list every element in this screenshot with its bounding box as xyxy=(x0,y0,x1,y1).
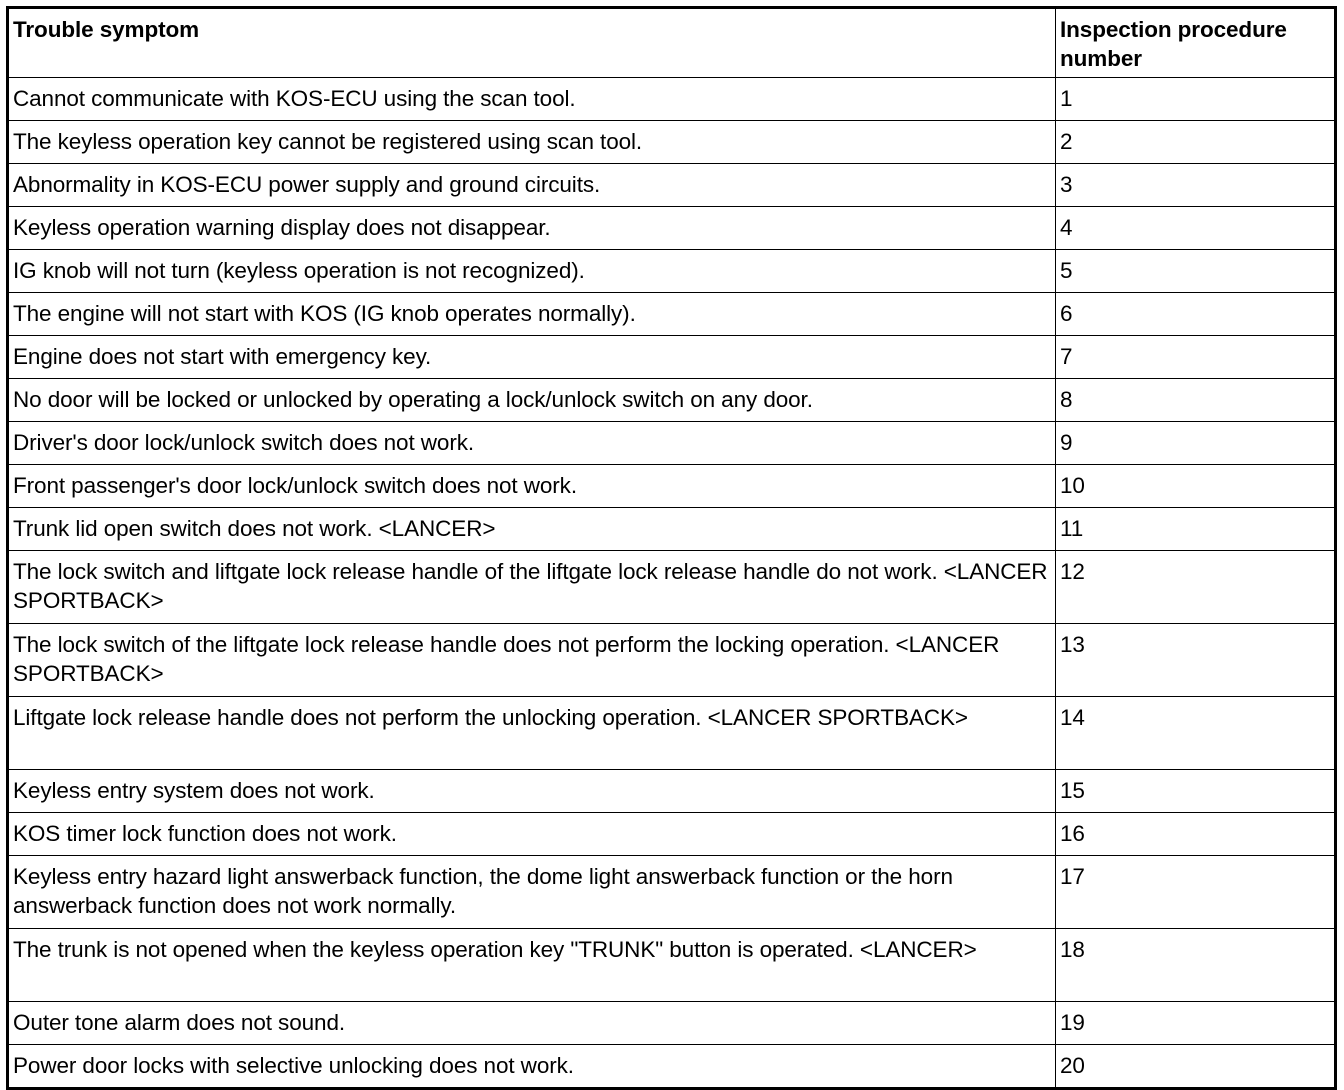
procedure-number-cell: 13 xyxy=(1056,624,1336,697)
header-inspection-procedure-number: Inspection procedure number xyxy=(1056,8,1336,78)
procedure-number-cell: 3 xyxy=(1056,164,1336,207)
procedure-number-cell: 5 xyxy=(1056,250,1336,293)
symptom-cell: Keyless entry system does not work. xyxy=(8,770,1056,813)
procedure-number-cell: 4 xyxy=(1056,207,1336,250)
table-row xyxy=(8,121,1336,164)
table-row xyxy=(8,1045,1336,1089)
procedure-number-cell: 12 xyxy=(1056,551,1336,624)
table-row xyxy=(8,1002,1336,1045)
table-row xyxy=(8,207,1336,250)
symptom-cell: Cannot communicate with KOS-ECU using the scan tool. xyxy=(8,78,1056,121)
table-row xyxy=(8,929,1336,1002)
symptom-cell: Abnormality in KOS-ECU power supply and ground circuits. xyxy=(8,164,1056,207)
procedure-number-cell: 17 xyxy=(1056,856,1336,929)
table-row xyxy=(8,508,1336,551)
trouble-symptom-table xyxy=(6,6,1337,1090)
procedure-number-cell: 15 xyxy=(1056,770,1336,813)
procedure-number-cell: 11 xyxy=(1056,508,1336,551)
procedure-number-cell: 16 xyxy=(1056,813,1336,856)
procedure-number-cell: 9 xyxy=(1056,422,1336,465)
symptom-cell: The trunk is not opened when the keyless operation key "TRUNK" button is operated. <LANCER> xyxy=(8,929,1056,1002)
procedure-number-cell: 19 xyxy=(1056,1002,1336,1045)
table-row xyxy=(8,164,1336,207)
symptom-cell: Driver's door lock/unlock switch does not work. xyxy=(8,422,1056,465)
procedure-number-cell: 8 xyxy=(1056,379,1336,422)
table-row xyxy=(8,78,1336,121)
table-row xyxy=(8,293,1336,336)
procedure-number-cell: 20 xyxy=(1056,1045,1336,1089)
header-trouble-symptom: Trouble symptom xyxy=(8,8,1056,78)
table-row xyxy=(8,624,1336,697)
table-row xyxy=(8,856,1336,929)
procedure-number-cell: 10 xyxy=(1056,465,1336,508)
table-row xyxy=(8,250,1336,293)
symptom-cell: Keyless entry hazard light answerback function, the dome light answerback function or the horn answerback function does not work normally. xyxy=(8,856,1056,929)
procedure-number-cell: 7 xyxy=(1056,336,1336,379)
symptom-cell: Engine does not start with emergency key. xyxy=(8,336,1056,379)
table-row xyxy=(8,770,1336,813)
table-row xyxy=(8,551,1336,624)
symptom-cell: IG knob will not turn (keyless operation is not recognized). xyxy=(8,250,1056,293)
table-row xyxy=(8,697,1336,770)
symptom-cell: Outer tone alarm does not sound. xyxy=(8,1002,1056,1045)
symptom-cell: The lock switch and liftgate lock release handle of the liftgate lock release handle do not work. <LANCER SPORTBACK> xyxy=(8,551,1056,624)
table-row xyxy=(8,422,1336,465)
symptom-cell: Power door locks with selective unlocking does not work. xyxy=(8,1045,1056,1089)
table-header-row xyxy=(8,8,1336,78)
table-row xyxy=(8,813,1336,856)
procedure-number-cell: 1 xyxy=(1056,78,1336,121)
table-row xyxy=(8,336,1336,379)
symptom-cell: Liftgate lock release handle does not perform the unlocking operation. <LANCER SPORTBACK> xyxy=(8,697,1056,770)
symptom-cell: The lock switch of the liftgate lock release handle does not perform the locking operation. <LANCER SPORTBACK> xyxy=(8,624,1056,697)
procedure-number-cell: 2 xyxy=(1056,121,1336,164)
symptom-cell: Keyless operation warning display does not disappear. xyxy=(8,207,1056,250)
symptom-cell: The engine will not start with KOS (IG knob operates normally). xyxy=(8,293,1056,336)
symptom-cell: KOS timer lock function does not work. xyxy=(8,813,1056,856)
symptom-cell: No door will be locked or unlocked by operating a lock/unlock switch on any door. xyxy=(8,379,1056,422)
symptom-cell: Trunk lid open switch does not work. <LANCER> xyxy=(8,508,1056,551)
procedure-number-cell: 6 xyxy=(1056,293,1336,336)
symptom-cell: The keyless operation key cannot be registered using scan tool. xyxy=(8,121,1056,164)
symptom-cell: Front passenger's door lock/unlock switch does not work. xyxy=(8,465,1056,508)
table-row xyxy=(8,379,1336,422)
table-row xyxy=(8,465,1336,508)
procedure-number-cell: 18 xyxy=(1056,929,1336,1002)
procedure-number-cell: 14 xyxy=(1056,697,1336,770)
